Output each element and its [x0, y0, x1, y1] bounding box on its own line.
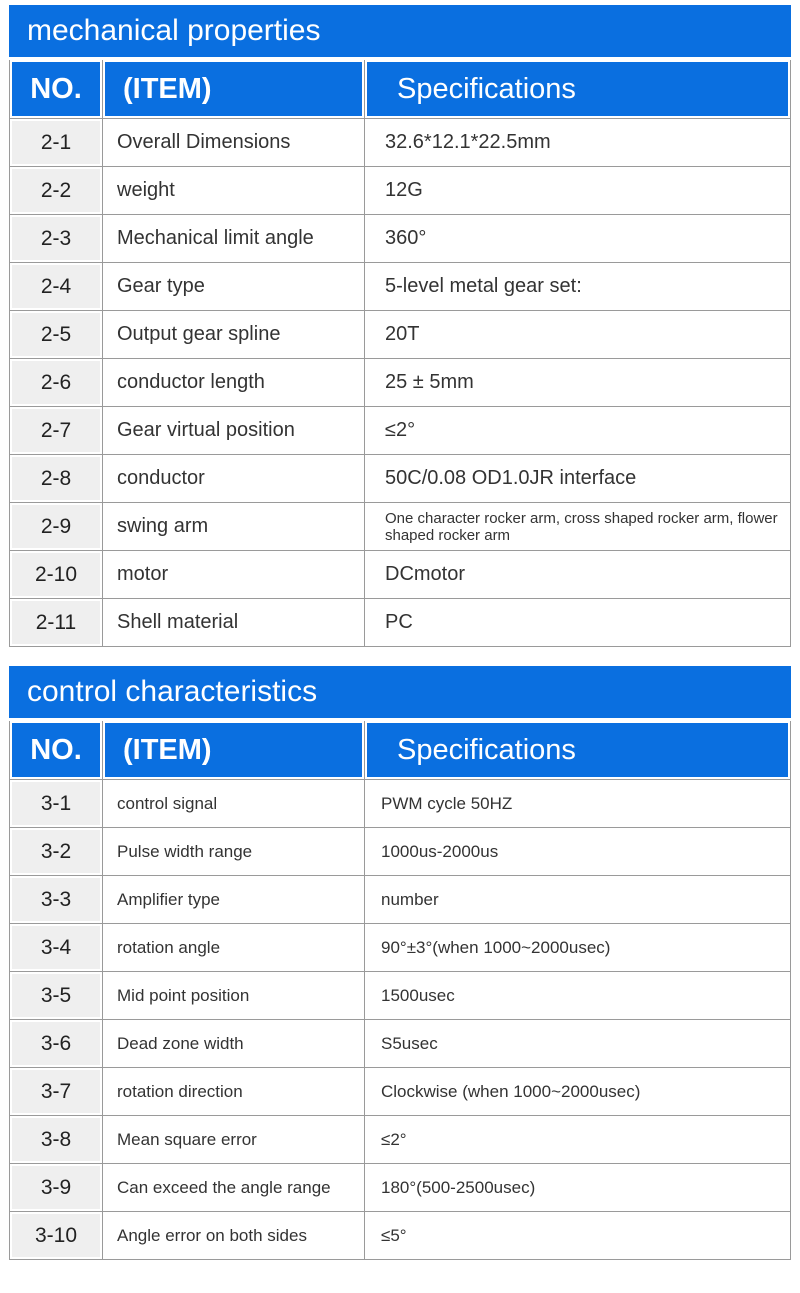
spec-cell: 360°	[365, 215, 791, 263]
table-row	[9, 924, 791, 972]
no-cell	[9, 407, 103, 455]
item-cell: control signal	[103, 780, 365, 828]
no-cell	[9, 828, 103, 876]
no-cell	[9, 780, 103, 828]
item-cell: swing arm	[103, 503, 365, 551]
item-cell: Can exceed the angle range	[103, 1164, 365, 1212]
row-number: 3-8	[12, 1118, 100, 1161]
item-cell: Mean square error	[103, 1116, 365, 1164]
no-cell	[9, 119, 103, 167]
row-number: 2-10	[12, 553, 100, 596]
spec-cell: 90°±3°(when 1000~2000usec)	[365, 924, 791, 972]
no-cell	[9, 503, 103, 551]
item-cell: Mechanical limit angle	[103, 215, 365, 263]
table-row	[9, 972, 791, 1020]
item-cell: Dead zone width	[103, 1020, 365, 1068]
column-header-item: (ITEM)	[103, 60, 365, 119]
item-cell: motor	[103, 551, 365, 599]
row-number: 3-4	[12, 926, 100, 969]
column-header-specifications: Specifications	[365, 60, 791, 119]
table-row	[9, 551, 791, 599]
table-row	[9, 359, 791, 407]
table-row	[9, 215, 791, 263]
row-number: 2-9	[12, 505, 100, 548]
control-characteristics-table	[9, 721, 791, 1260]
no-cell	[9, 263, 103, 311]
table-header-row	[9, 721, 791, 780]
item-cell: rotation angle	[103, 924, 365, 972]
mechanical-properties-section	[9, 5, 791, 647]
table-row	[9, 1020, 791, 1068]
row-number: 3-7	[12, 1070, 100, 1113]
item-cell: Gear type	[103, 263, 365, 311]
item-cell: Amplifier type	[103, 876, 365, 924]
row-number: 2-2	[12, 169, 100, 212]
no-cell	[9, 1164, 103, 1212]
table-row	[9, 1068, 791, 1116]
spec-cell: PC	[365, 599, 791, 647]
column-header-no: NO.	[9, 60, 103, 119]
spec-cell: S5usec	[365, 1020, 791, 1068]
control-characteristics-section	[9, 666, 791, 1260]
item-cell: weight	[103, 167, 365, 215]
item-cell: Mid point position	[103, 972, 365, 1020]
item-cell: conductor length	[103, 359, 365, 407]
spec-cell: PWM cycle 50HZ	[365, 780, 791, 828]
spec-cell: number	[365, 876, 791, 924]
spec-cell: ≤2°	[365, 1116, 791, 1164]
spec-cell: 1000us-2000us	[365, 828, 791, 876]
column-header-specifications: Specifications	[365, 721, 791, 780]
spec-cell: One character rocker arm, cross shaped rocker arm, flower shaped rocker arm	[365, 503, 791, 551]
no-cell	[9, 359, 103, 407]
no-cell	[9, 1068, 103, 1116]
item-cell: Output gear spline	[103, 311, 365, 359]
table-row	[9, 1212, 791, 1260]
spec-cell: 5-level metal gear set:	[365, 263, 791, 311]
item-cell: Overall Dimensions	[103, 119, 365, 167]
row-number: 2-11	[12, 601, 100, 644]
spec-cell: ≤2°	[365, 407, 791, 455]
table-row	[9, 167, 791, 215]
spec-cell: Clockwise (when 1000~2000usec)	[365, 1068, 791, 1116]
table-row	[9, 311, 791, 359]
section-title: control characteristics	[9, 666, 791, 718]
column-header-item: (ITEM)	[103, 721, 365, 780]
spec-cell: 180°(500-2500usec)	[365, 1164, 791, 1212]
table-row	[9, 1116, 791, 1164]
no-cell	[9, 1116, 103, 1164]
no-cell	[9, 1212, 103, 1260]
row-number: 2-4	[12, 265, 100, 308]
no-cell	[9, 215, 103, 263]
spec-cell: 12G	[365, 167, 791, 215]
table-row	[9, 828, 791, 876]
row-number: 3-1	[12, 782, 100, 825]
section-title: mechanical properties	[9, 5, 791, 57]
column-header-no: NO.	[9, 721, 103, 780]
row-number: 2-8	[12, 457, 100, 500]
item-cell: Gear virtual position	[103, 407, 365, 455]
table-row	[9, 119, 791, 167]
spec-cell: 32.6*12.1*22.5mm	[365, 119, 791, 167]
no-cell	[9, 1020, 103, 1068]
spec-cell: 20T	[365, 311, 791, 359]
item-cell: conductor	[103, 455, 365, 503]
row-number: 3-9	[12, 1166, 100, 1209]
row-number: 3-2	[12, 830, 100, 873]
row-number: 2-3	[12, 217, 100, 260]
no-cell	[9, 876, 103, 924]
table-row	[9, 407, 791, 455]
no-cell	[9, 311, 103, 359]
no-cell	[9, 599, 103, 647]
row-number: 2-5	[12, 313, 100, 356]
no-cell	[9, 924, 103, 972]
row-number: 2-7	[12, 409, 100, 452]
spec-cell: 25 ± 5mm	[365, 359, 791, 407]
table-row	[9, 780, 791, 828]
mechanical-properties-table	[9, 60, 791, 647]
spec-cell: 50C/0.08 OD1.0JR interface	[365, 455, 791, 503]
item-cell: rotation direction	[103, 1068, 365, 1116]
item-cell: Pulse width range	[103, 828, 365, 876]
table-row	[9, 263, 791, 311]
row-number: 2-1	[12, 121, 100, 164]
spec-cell: DCmotor	[365, 551, 791, 599]
table-row	[9, 503, 791, 551]
item-cell: Shell material	[103, 599, 365, 647]
row-number: 3-10	[12, 1214, 100, 1257]
item-cell: Angle error on both sides	[103, 1212, 365, 1260]
spec-cell: ≤5°	[365, 1212, 791, 1260]
no-cell	[9, 551, 103, 599]
table-row	[9, 876, 791, 924]
row-number: 3-5	[12, 974, 100, 1017]
table-row	[9, 1164, 791, 1212]
no-cell	[9, 455, 103, 503]
spec-cell: 1500usec	[365, 972, 791, 1020]
no-cell	[9, 167, 103, 215]
row-number: 3-3	[12, 878, 100, 921]
table-row	[9, 455, 791, 503]
row-number: 2-6	[12, 361, 100, 404]
no-cell	[9, 972, 103, 1020]
table-row	[9, 599, 791, 647]
table-header-row	[9, 60, 791, 119]
row-number: 3-6	[12, 1022, 100, 1065]
